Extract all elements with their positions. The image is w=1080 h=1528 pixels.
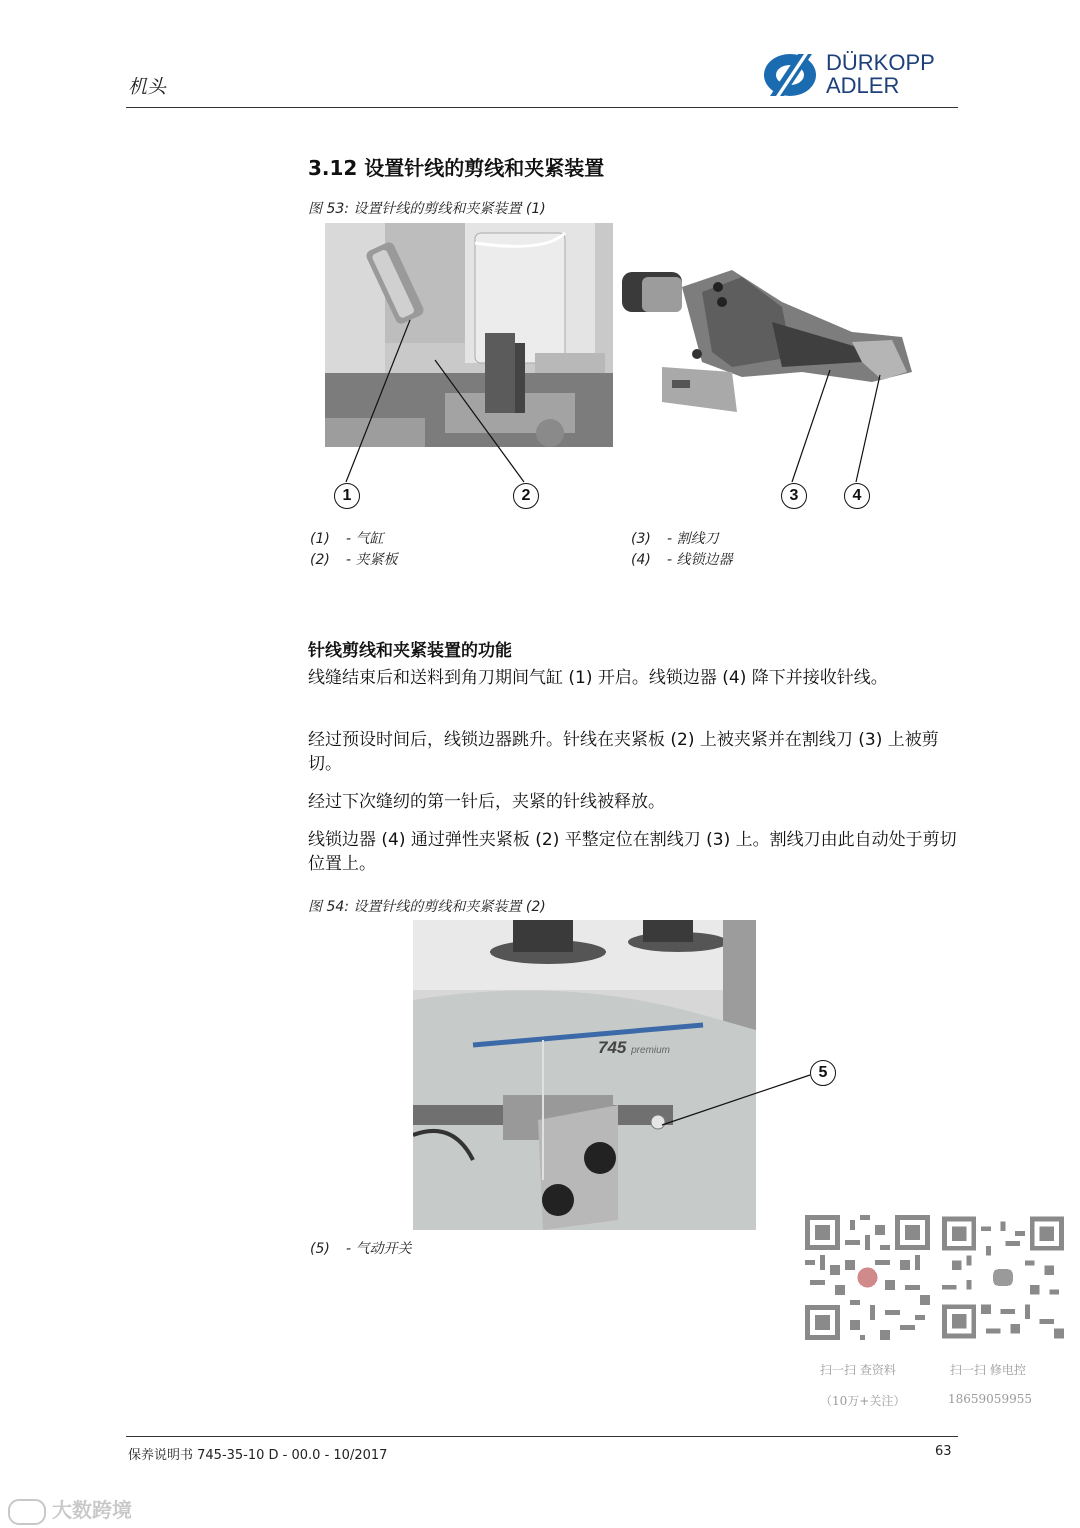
figure-53-leaders	[300, 220, 940, 520]
legend-text: - 线锁边器	[667, 552, 733, 568]
legend-num: (2)	[310, 552, 330, 568]
brand-line2: ADLER	[826, 73, 900, 98]
legend-item	[631, 528, 719, 548]
footer-doc-number: 保养说明书 745-35-10 D - 00.0 - 10/2017	[128, 1448, 388, 1463]
header-rule	[126, 107, 958, 108]
function-paragraph-3: 经过下次缝纫的第一针后，夹紧的针线被释放。	[308, 792, 665, 812]
qr-left-caption-2: （10万+关注）	[820, 1394, 906, 1408]
function-heading: 针线剪线和夹紧装置的功能	[308, 641, 512, 661]
callout-2: 2	[513, 483, 539, 509]
legend-text: - 气缸	[346, 531, 384, 547]
legend-num: (3)	[631, 531, 651, 547]
legend-num: (5)	[310, 1241, 330, 1257]
machine-model-number: 745	[598, 1038, 627, 1057]
figure-53-caption: 图 53: 设置针线的剪线和夹紧装置 (1)	[308, 201, 546, 217]
qr-code-left-icon	[805, 1215, 930, 1340]
footer-rule	[126, 1436, 958, 1437]
legend-item	[310, 1238, 412, 1258]
function-paragraph-1: 线缝结束后和送料到角刀期间气缸 (1) 开启。线锁边器 (4) 降下并接收针线。	[308, 668, 888, 688]
qr-right-caption-1: 扫一扫 修电控	[950, 1363, 1026, 1377]
qr-left-caption-1: 扫一扫 查资料	[820, 1363, 896, 1377]
watermark-logo-icon	[8, 1499, 46, 1525]
legend-num: (1)	[310, 531, 330, 547]
figure-54-leader	[650, 1060, 830, 1140]
watermark-text: 大数跨境	[52, 1498, 132, 1522]
callout-1: 1	[334, 483, 360, 509]
footer-page-number: 63	[935, 1444, 952, 1459]
machine-model-sub: premium	[631, 1045, 671, 1056]
brand-name	[826, 51, 935, 97]
legend-text: - 夹紧板	[346, 552, 398, 568]
function-paragraph-2: 经过预设时间后，线锁边器跳升。针线在夹紧板 (2) 上被夹紧并在割线刀 (3) 上被剪切。	[308, 730, 939, 774]
legend-text: - 气动开关	[346, 1241, 412, 1257]
legend-item	[310, 528, 384, 548]
callout-5: 5	[810, 1060, 836, 1086]
figure-54-caption: 图 54: 设置针线的剪线和夹紧装置 (2)	[308, 899, 546, 915]
legend-item	[310, 549, 398, 569]
brand-line1: DÜRKOPP	[826, 50, 935, 75]
function-paragraph-4: 线锁边器 (4) 通过弹性夹紧板 (2) 平整定位在割线刀 (3) 上。割线刀由此自动处于剪切位置上。	[308, 830, 957, 874]
qr-code-right-icon	[942, 1215, 1064, 1340]
section-title: 3.12 设置针线的剪线和夹紧装置	[308, 156, 605, 180]
brand-logo-icon	[762, 52, 824, 98]
qr-right-caption-2: 18659059955	[948, 1392, 1032, 1406]
callout-4: 4	[844, 483, 870, 509]
header-title: 机头	[128, 76, 167, 98]
callout-3: 3	[781, 483, 807, 509]
legend-item	[631, 549, 733, 569]
machine-model-label	[598, 1038, 670, 1058]
watermark	[8, 1494, 132, 1525]
legend-num: (4)	[631, 552, 651, 568]
legend-text: - 割线刀	[667, 531, 719, 547]
